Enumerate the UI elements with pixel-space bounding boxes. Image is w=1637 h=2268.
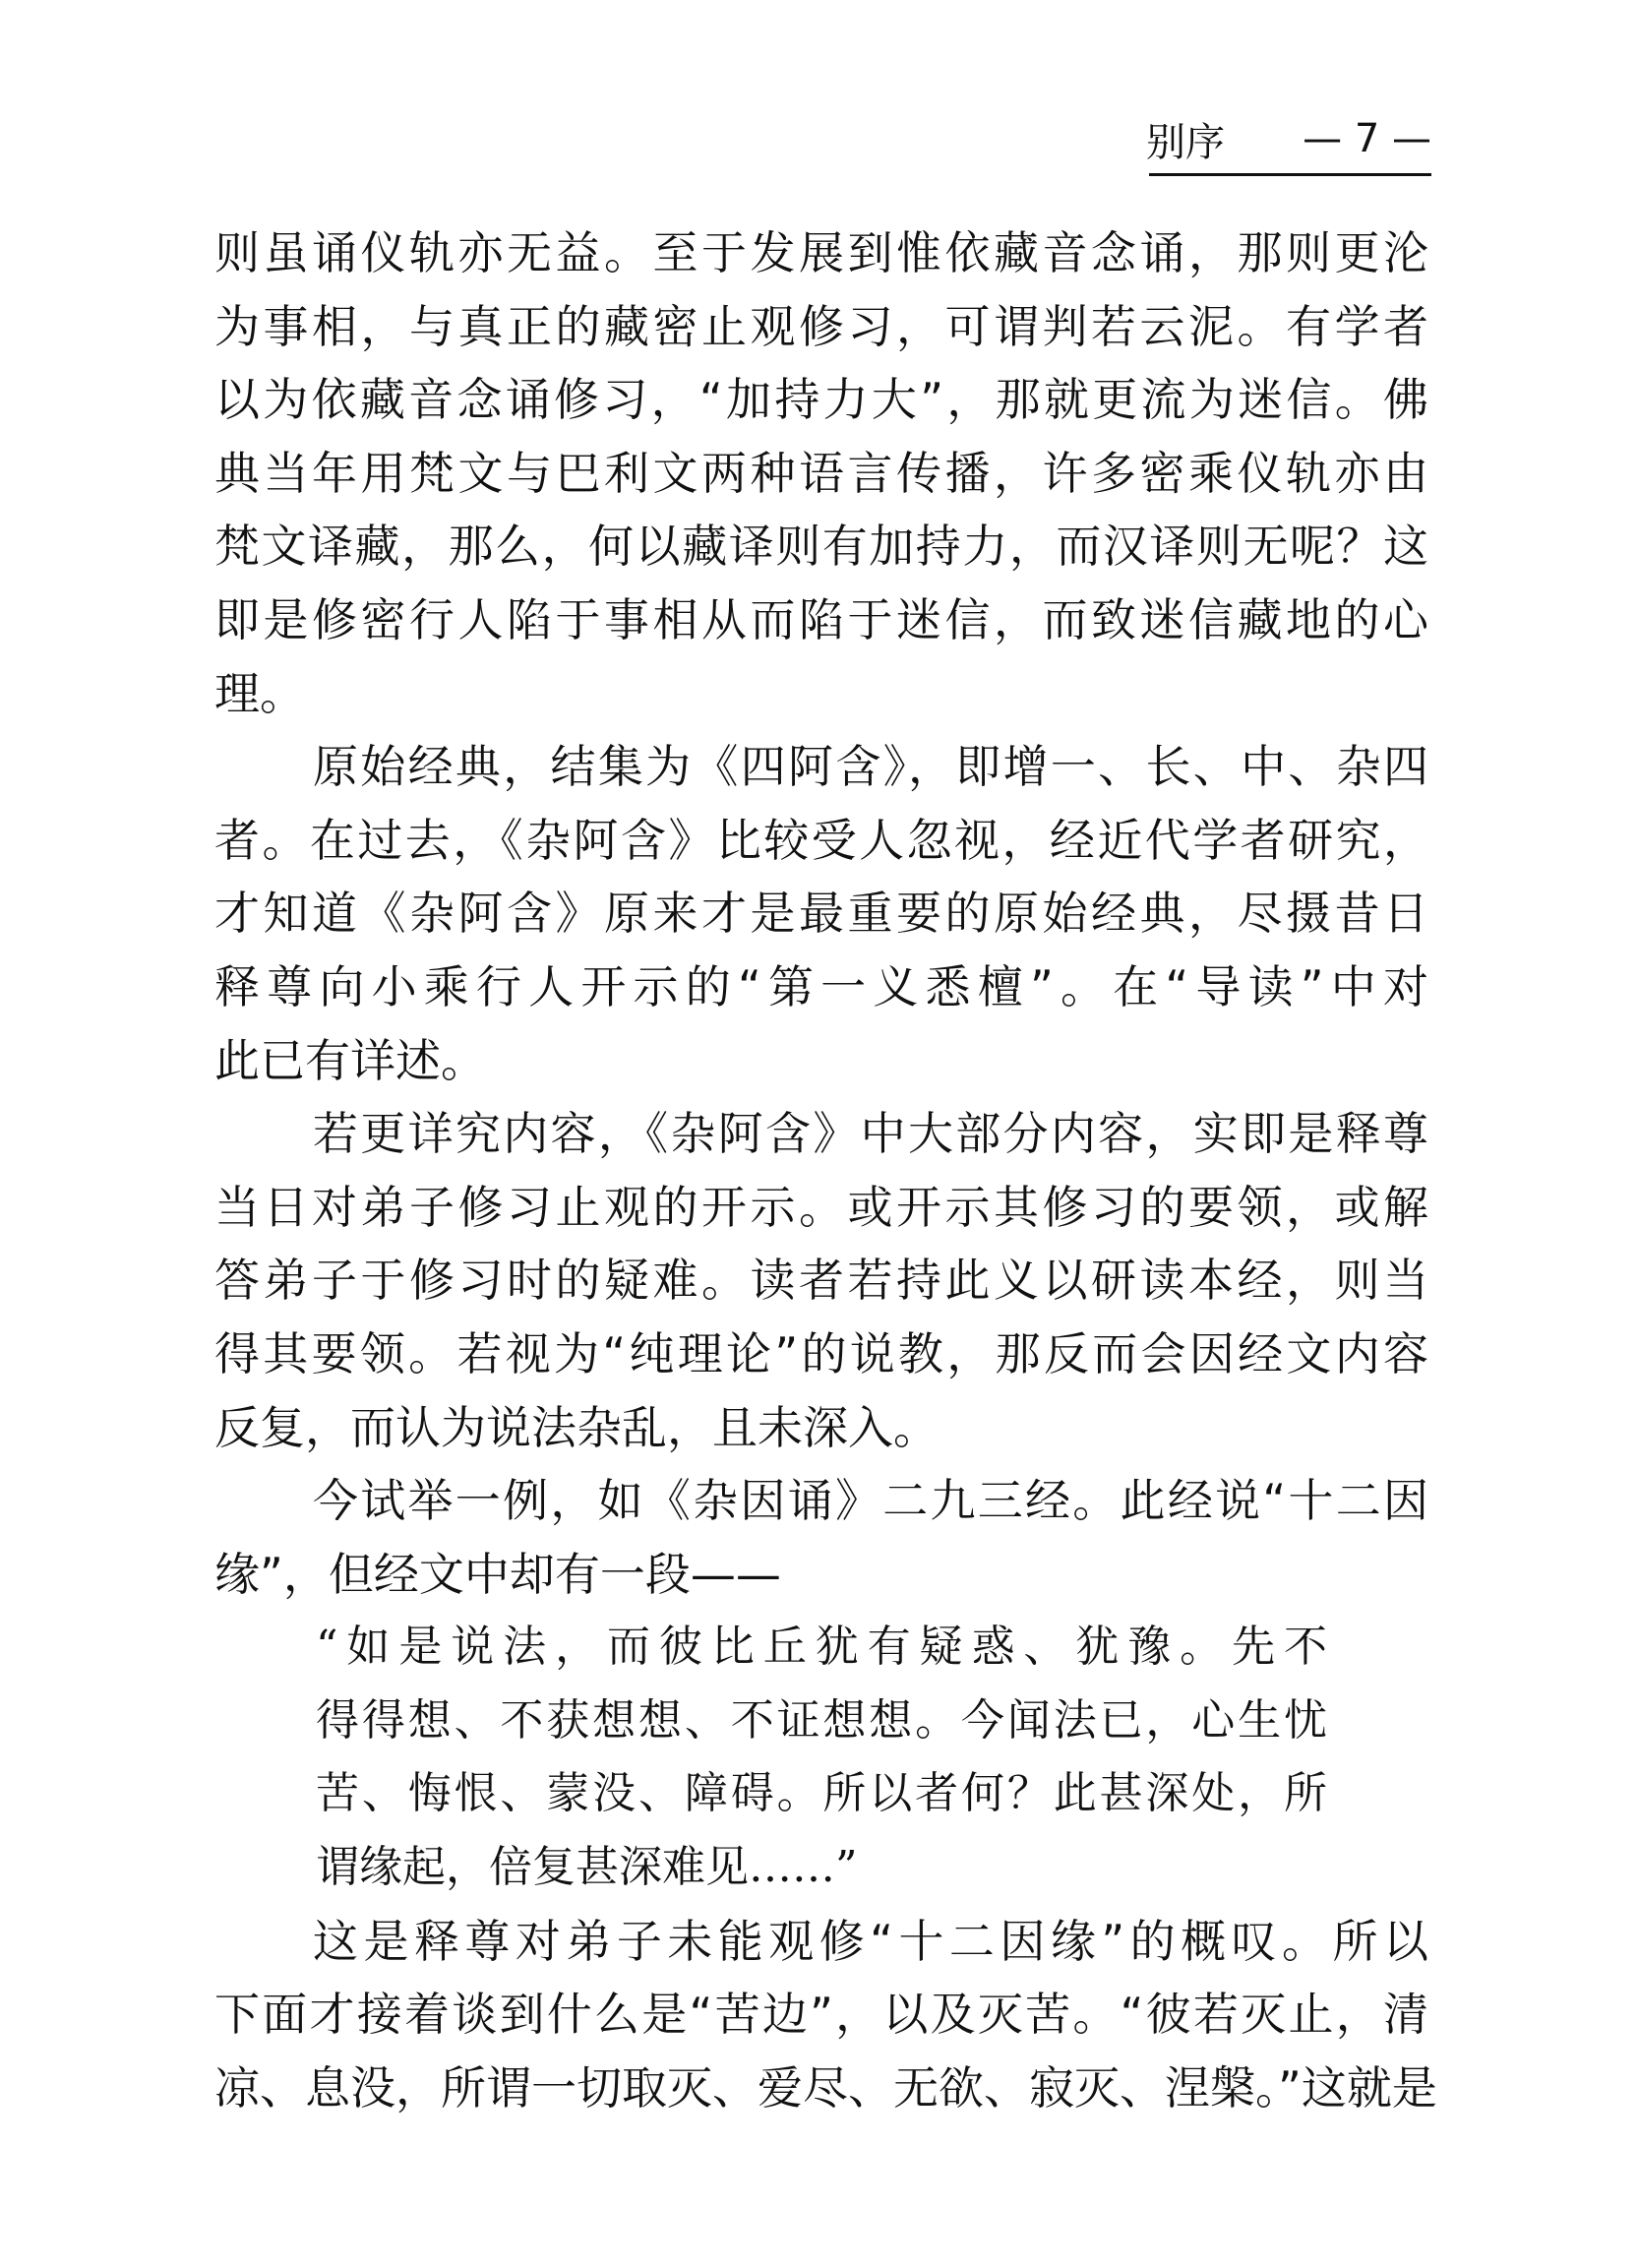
text-line: 缘”，但经文中却有一段—— — [214, 1547, 781, 1601]
text-line: 反复，而认为说法杂乱，且未深入。 — [214, 1400, 939, 1454]
text-line: 谓缘起，倍复甚深难见……” — [316, 1842, 858, 1893]
paragraph — [214, 730, 1436, 1097]
text-line: 此已有详述。 — [214, 1033, 486, 1087]
text-line: 当日对弟子修习止观的开示。或开示其修习的要领，或解 — [214, 1180, 1432, 1234]
text-line: 若更详究内容，《杂阿含》中大部分内容，实即是释尊 — [313, 1107, 1431, 1161]
text-line: 即是修密行人陷于事相从而陷于迷信，而致迷信藏地的心 — [214, 592, 1432, 646]
paragraph — [214, 1905, 1437, 2125]
section-title: 别序 — [1146, 119, 1225, 165]
paragraph — [214, 1464, 1431, 1611]
page-number: — 7 — — [1303, 116, 1431, 161]
text-line: 原始经典，结集为《四阿含》，即增一、长、中、杂四 — [313, 740, 1431, 794]
text-line: 得其要领。若视为“纯理论”的说教，那反而会因经文内容 — [214, 1326, 1432, 1380]
paragraph — [214, 216, 1432, 730]
text-line: 为事相，与真正的藏密止观修习，可谓判若云泥。有学者 — [214, 299, 1432, 353]
text-line: 梵文译藏，那么，何以藏译则有加持力，而汉译则无呢？这 — [214, 520, 1430, 574]
page-body — [214, 216, 1437, 2124]
paragraph — [214, 1097, 1432, 1464]
text-line: 答弟子于修习时的疑难。读者若持此义以研读本经，则当 — [214, 1254, 1432, 1308]
text-line: 理。 — [214, 666, 305, 720]
text-line: 才知道《杂阿含》原来才是最重要的原始经典，尽摄昔日 — [214, 887, 1432, 941]
text-line: 这是释尊对弟子未能观修“十二因缘”的概叹。所以 — [313, 1914, 1434, 1968]
text-line: “如是说法，而彼比丘犹有疑惑、犹豫。先不 — [316, 1622, 1336, 1673]
text-line: 则虽诵仪轨亦无益。至于发展到惟依藏音念诵，那则更沦 — [214, 226, 1432, 279]
text-line: 释尊向小乘行人开示的“第一义悉檀”。在“导读”中对 — [214, 959, 1436, 1013]
text-line: 典当年用梵文与巴利文两种语言传播，许多密乘仪轨亦由 — [214, 446, 1432, 500]
text-line: 得得想、不获想想、不证想想。今闻法已，心生忧 — [316, 1694, 1330, 1746]
text-line: 者。在过去，《杂阿含》比较受人忽视，经近代学者研究， — [214, 813, 1431, 867]
text-line: 苦、悔恨、蒙没、障碍。所以者何？此甚深处，所 — [316, 1768, 1330, 1819]
text-line: 以为依藏音念诵修习，“加持力大”，那就更流为迷信。佛 — [214, 373, 1432, 427]
running-header — [1146, 110, 1431, 167]
text-line: 今试举一例，如《杂因诵》二九三经。此经说“十二因 — [313, 1474, 1431, 1528]
block-quote — [214, 1611, 1428, 1904]
header-rule — [1149, 173, 1431, 176]
text-line: 下面才接着谈到什么是“苦边”，以及灭苦。“彼若灭止，清 — [214, 1988, 1431, 2042]
text-line: 凉、息没，所谓一切取灭、爱尽、无欲、寂灭、涅槃。”这就是 — [214, 2060, 1437, 2115]
